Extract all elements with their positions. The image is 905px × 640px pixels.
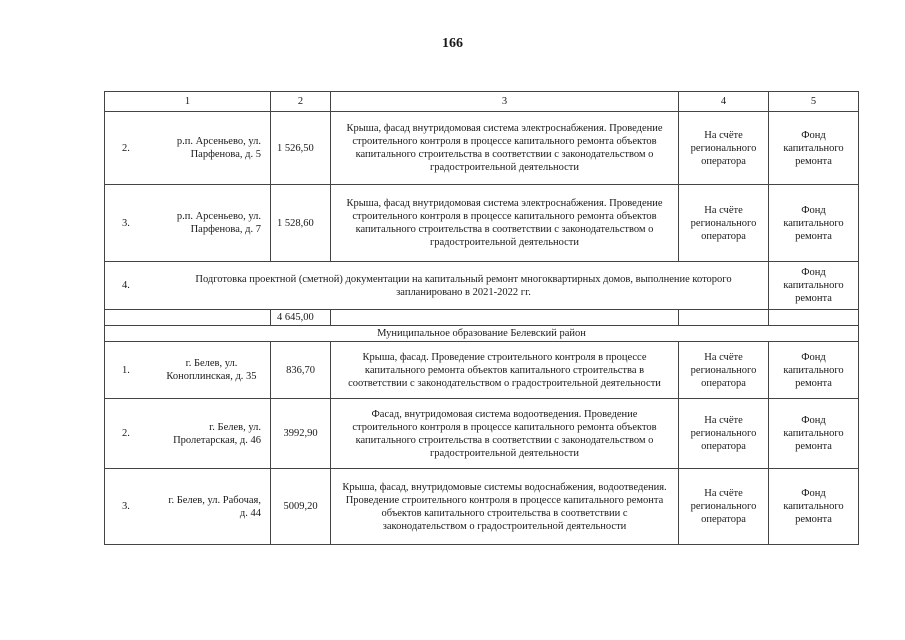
area-cell: 5009,20 xyxy=(271,469,331,545)
total-empty-cell xyxy=(331,310,679,326)
area-cell: 836,70 xyxy=(271,342,331,399)
row-address: г. Белев, ул. Пролетарская, д. 46 xyxy=(173,421,261,446)
address-cell xyxy=(105,342,271,399)
table-row xyxy=(105,399,859,469)
work-cell: Крыша, фасад. Проведение строительного контроля в процессе капитального ремонта объектов капитального строительства в соответствии с законодательством о градостроительной деятельности xyxy=(331,342,679,399)
fund-cell: Фонд капитального ремонта xyxy=(769,262,859,310)
project-doc-cell xyxy=(105,262,769,310)
municipality-row xyxy=(105,326,859,342)
municipality-title: Муниципальное образование Белевский район xyxy=(105,326,859,342)
address-cell xyxy=(105,399,271,469)
repair-table xyxy=(104,91,859,545)
header-cell: 2 xyxy=(271,92,331,112)
row-number: 4. xyxy=(122,280,130,291)
page-number: 166 xyxy=(442,36,463,51)
row-address: р.п. Арсеньево, ул. Парфенова, д. 5 xyxy=(176,136,261,160)
row-address: р.п. Арсеньево, ул. Парфенова, д. 7 xyxy=(176,211,261,235)
table-row xyxy=(105,469,859,545)
area-cell: 1 526,50 xyxy=(271,112,331,185)
fund-cell: Фонд капитального ремонта xyxy=(769,185,859,262)
row-number: 1. xyxy=(122,364,130,376)
owner-cell: На счёте регионального оператора xyxy=(679,342,769,399)
address-cell xyxy=(105,469,271,545)
work-cell: Крыша, фасад внутридомовая система электроснабжения. Проведение строительного контроля в процессе капитального ремонта объектов капитального строительства в соответствии с законодательством о градостроительной деятельности xyxy=(331,112,679,185)
area-cell: 3992,90 xyxy=(271,399,331,469)
table-row xyxy=(105,112,859,185)
work-cell: Крыша, фасад внутридомовая система электроснабжения. Проведение строительного контроля в процессе капитального ремонта объектов капитального строительства в соответствии с законодательством о градостроительной деятельности xyxy=(331,185,679,262)
project-doc-text: Подготовка проектной (сметной) документации на капитальный ремонт многоквартирных домов, выполнение которого запланировано в 2021-2022 гг. xyxy=(195,273,732,298)
address-cell xyxy=(105,185,271,262)
row-address: г. Белев, ул. Коноплинская, д. 35 xyxy=(166,358,257,382)
total-empty-cell xyxy=(105,310,271,326)
header-cell: 4 xyxy=(679,92,769,112)
table-row xyxy=(105,342,859,399)
row-number: 3. xyxy=(122,501,130,512)
row-number: 3. xyxy=(122,217,130,229)
total-empty-cell xyxy=(769,310,859,326)
address-cell xyxy=(105,112,271,185)
owner-cell: На счёте регионального оператора xyxy=(679,112,769,185)
work-cell: Крыша, фасад, внутридомовые системы водоснабжения, водоотведения. Проведение строительного контроля в процессе капитального ремонта объектов капитального строительства в соответствии с законодательством о градостроительной деятельности xyxy=(331,469,679,545)
fund-cell: Фонд капитального ремонта xyxy=(769,399,859,469)
owner-cell: На счёте регионального оператора xyxy=(679,399,769,469)
total-empty-cell xyxy=(679,310,769,326)
fund-cell: Фонд капитального ремонта xyxy=(769,342,859,399)
area-cell: 1 528,60 xyxy=(271,185,331,262)
owner-cell: На счёте регионального оператора xyxy=(679,185,769,262)
row-number: 2. xyxy=(122,142,130,154)
header-cell: 3 xyxy=(331,92,679,112)
fund-cell: Фонд капитального ремонта xyxy=(769,112,859,185)
header-row xyxy=(105,92,859,112)
table-row xyxy=(105,262,859,310)
row-number: 2. xyxy=(122,428,130,439)
total-area-cell: 4 645,00 xyxy=(271,310,331,326)
work-cell: Фасад, внутридомовая система водоотведения. Проведение строительного контроля в процессе капитального ремонта объектов капитального строительства в соответствии с законодательством о градостроительной деятельности xyxy=(331,399,679,469)
fund-cell: Фонд капитального ремонта xyxy=(769,469,859,545)
owner-cell: На счёте регионального оператора xyxy=(679,469,769,545)
header-cell: 1 xyxy=(105,92,271,112)
row-address: г. Белев, ул. Рабочая, д. 44 xyxy=(168,494,261,519)
total-row xyxy=(105,310,859,326)
table-row xyxy=(105,185,859,262)
header-cell: 5 xyxy=(769,92,859,112)
